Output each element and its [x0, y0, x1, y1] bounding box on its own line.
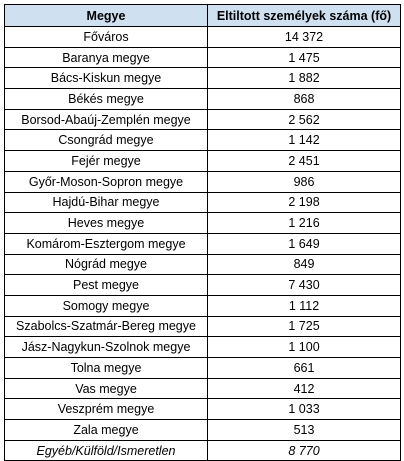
count-cell: 986 — [208, 171, 401, 192]
table-row — [5, 399, 401, 420]
count-cell: 1 033 — [208, 399, 401, 420]
county-table-container — [4, 4, 401, 461]
county-cell: Hajdú-Bihar megye — [5, 192, 208, 213]
count-cell: 1 100 — [208, 337, 401, 358]
county-cell: Tolna megye — [5, 358, 208, 379]
county-cell: Fejér megye — [5, 151, 208, 172]
county-cell: Vas megye — [5, 378, 208, 399]
count-cell: 513 — [208, 420, 401, 441]
county-cell: Somogy megye — [5, 295, 208, 316]
header-banned-count: Eltiltott személyek száma (fő) — [208, 5, 401, 27]
count-cell: 2 562 — [208, 109, 401, 130]
count-cell: 1 882 — [208, 68, 401, 89]
count-cell: 1 112 — [208, 295, 401, 316]
table-row — [5, 213, 401, 234]
count-cell: 8 770 — [208, 440, 401, 461]
county-table — [4, 4, 401, 461]
table-row — [5, 233, 401, 254]
table-row — [5, 420, 401, 441]
county-cell: Főváros — [5, 27, 208, 48]
county-cell: Nógrád megye — [5, 254, 208, 275]
table-row — [5, 47, 401, 68]
table-row — [5, 358, 401, 379]
county-cell: Borsod-Abaúj-Zemplén megye — [5, 109, 208, 130]
county-cell: Baranya megye — [5, 47, 208, 68]
county-cell: Zala megye — [5, 420, 208, 441]
county-cell: Jász-Nagykun-Szolnok megye — [5, 337, 208, 358]
count-cell: 7 430 — [208, 275, 401, 296]
count-cell: 661 — [208, 358, 401, 379]
count-cell: 1 142 — [208, 130, 401, 151]
table-row — [5, 109, 401, 130]
table-row — [5, 275, 401, 296]
count-cell: 1 216 — [208, 213, 401, 234]
count-cell: 849 — [208, 254, 401, 275]
table-row — [5, 316, 401, 337]
table-row — [5, 68, 401, 89]
table-row — [5, 151, 401, 172]
table-body — [5, 27, 401, 461]
county-cell: Heves megye — [5, 213, 208, 234]
table-row — [5, 192, 401, 213]
count-cell: 1 649 — [208, 233, 401, 254]
county-cell: Komárom-Esztergom megye — [5, 233, 208, 254]
count-cell: 14 372 — [208, 27, 401, 48]
table-row — [5, 337, 401, 358]
county-cell: Bács-Kiskun megye — [5, 68, 208, 89]
county-cell: Csongrád megye — [5, 130, 208, 151]
county-cell: Egyéb/Külföld/Ismeretlen — [5, 440, 208, 461]
header-row — [5, 5, 401, 27]
count-cell: 868 — [208, 89, 401, 110]
count-cell: 1 475 — [208, 47, 401, 68]
county-cell: Békés megye — [5, 89, 208, 110]
count-cell: 2 451 — [208, 151, 401, 172]
table-row — [5, 295, 401, 316]
table-row — [5, 254, 401, 275]
county-cell: Veszprém megye — [5, 399, 208, 420]
county-cell: Győr-Moson-Sopron megye — [5, 171, 208, 192]
table-row — [5, 89, 401, 110]
county-cell: Pest megye — [5, 275, 208, 296]
header-county: Megye — [5, 5, 208, 27]
table-row — [5, 130, 401, 151]
table-row — [5, 378, 401, 399]
count-cell: 1 725 — [208, 316, 401, 337]
count-cell: 2 198 — [208, 192, 401, 213]
count-cell: 412 — [208, 378, 401, 399]
county-cell: Szabolcs-Szatmár-Bereg megye — [5, 316, 208, 337]
table-row — [5, 440, 401, 461]
table-row — [5, 27, 401, 48]
table-row — [5, 171, 401, 192]
